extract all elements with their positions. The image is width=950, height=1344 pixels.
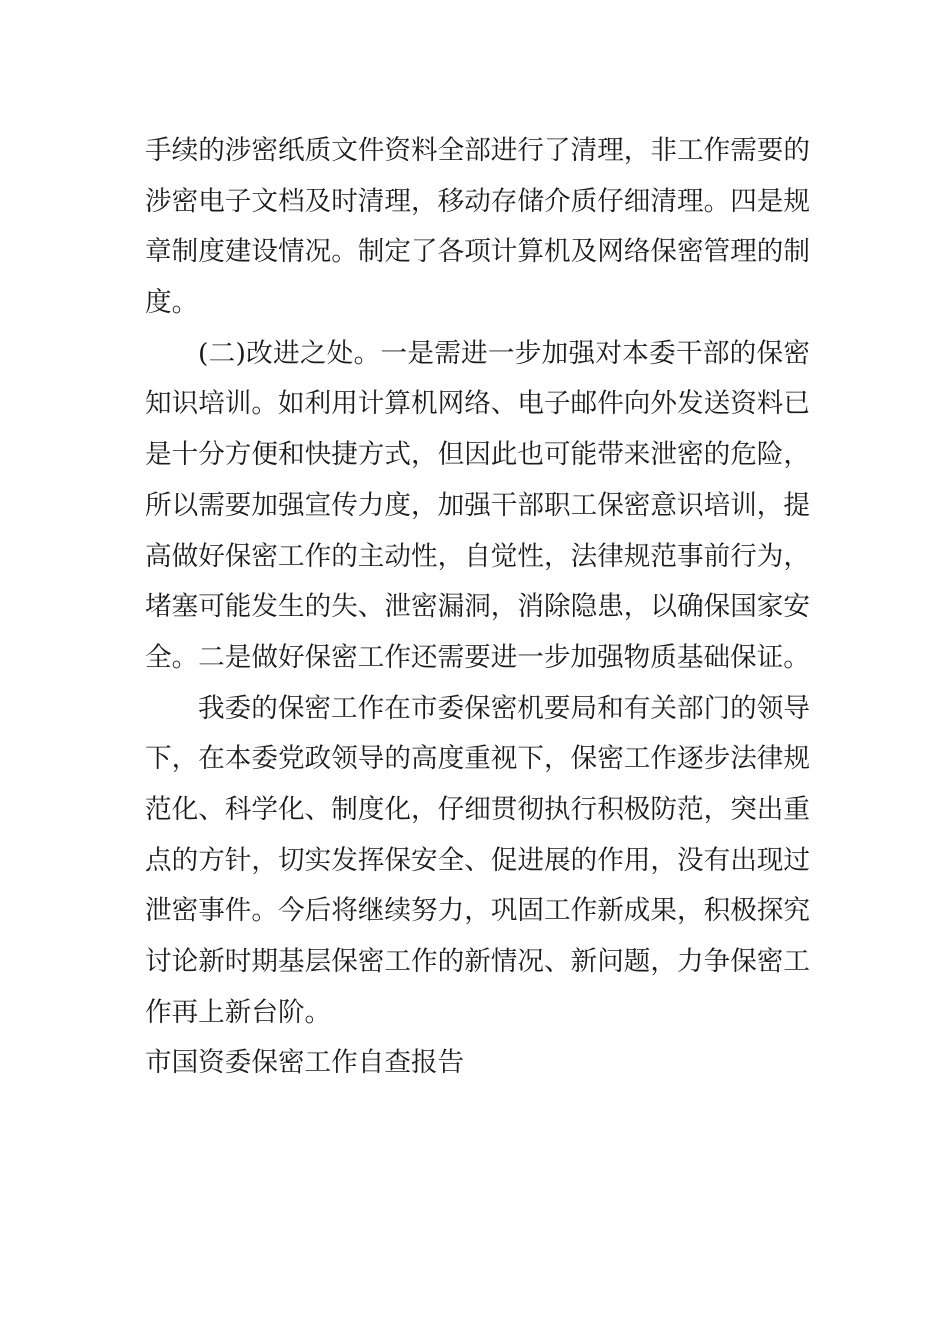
text-line: 手续的涉密纸质文件资料全部进行了清理，非工作需要的: [145, 135, 810, 166]
text-line: 讨论新时期基层保密工作的新情况、新问题，力争保密工: [145, 946, 810, 977]
text-line: 范化、科学化、制度化，仔细贯彻执行积极防范，突出重: [145, 793, 810, 825]
text-line: 泄密事件。今后将继续努力，巩固工作新成果，积极探究: [145, 895, 810, 927]
text-line: 知识培训。如利用计算机网络、电子邮件向外发送资料已: [145, 388, 810, 420]
paragraph-2: [145, 329, 810, 684]
document-title: 市国资委保密工作自查报告: [145, 1047, 465, 1079]
text-line: 我委的保密工作在市委保密机要局和有关部门的领导: [198, 692, 810, 724]
text-line: 堵塞可能发生的失、泄密漏洞，消除隐患，以确保国家安: [145, 591, 810, 623]
document-body: [145, 126, 810, 1089]
text-line: 涉密电子文档及时清理，移动存储介质仔细清理。四是规: [145, 185, 810, 217]
text-line: 点的方针，切实发挥保安全、促进展的作用，没有出现过: [145, 844, 810, 876]
document-title-line: [145, 1038, 810, 1089]
text-line: (二)改进之处。一是需进一步加强对本委干部的保密: [198, 337, 810, 369]
paragraph-3: [145, 684, 810, 1039]
text-line: 作再上新台阶。: [145, 996, 332, 1028]
text-line: 度。: [145, 287, 199, 319]
text-line: 章制度建设情况。制定了各项计算机及网络保密管理的制: [145, 236, 810, 268]
text-line: 全。二是做好保密工作还需要进一步加强物质基础保证。: [145, 641, 810, 673]
paragraph-1: [145, 126, 810, 329]
text-line: 下，在本委党政领导的高度重视下，保密工作逐步法律规: [145, 743, 810, 775]
text-line: 是十分方便和快捷方式，但因此也可能带来泄密的危险，: [145, 439, 810, 471]
text-line: 高做好保密工作的主动性，自觉性，法律规范事前行为，: [145, 540, 810, 572]
text-line: 所以需要加强宣传力度，加强干部职工保密意识培训，提: [145, 489, 810, 521]
